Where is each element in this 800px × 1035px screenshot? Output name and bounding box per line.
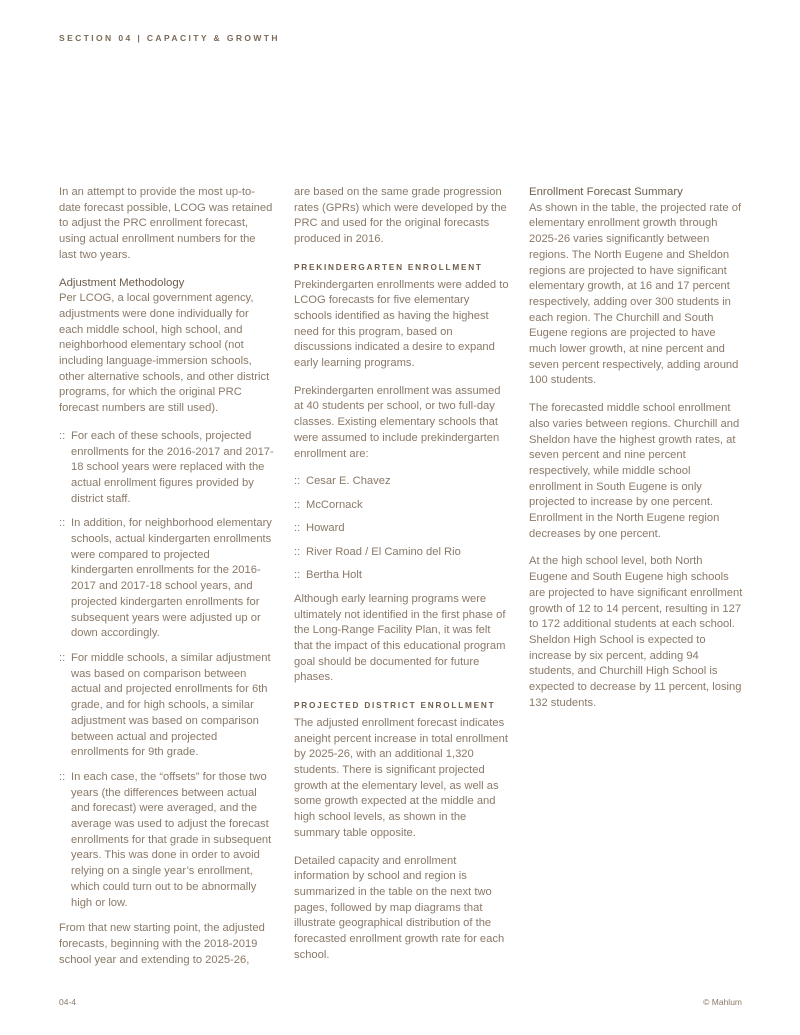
prek-paragraph-2: Prekindergarten enrollment was assumed at 40 students per school, or two full-day classes. Existing elementary schools that were assumed to include prekindergarten enrollment are: bbox=[294, 384, 501, 460]
adjustment-methodology-heading: Adjustment Methodology bbox=[59, 276, 185, 289]
summary-paragraph-1: As shown in the table, the projected rate of elementary enrollment growth through 2025-26 varies significantly between regions. The North Eugene and Sheldon regions are projected to have significant elementary growth, at 16 and 17 percent respectively, adding over 300 students in each region. The Churchill and South Eugene regions are projected to have much lower growth, at nine percent and seven percent respectively, adding around 100 students. bbox=[529, 201, 742, 387]
bullet-item: :: For middle schools, a similar adjustment was based on comparison between actual and projected enrollments for 6th grade, and for high schools, a similar adjustment was based on comparison between actual and projected enrollments for 9th grade. bbox=[59, 651, 274, 761]
projected-paragraph-2: Detailed capacity and enrollment information by school and region is summarized in the table on the next two pages, followed by map diagrams that illustrate geographical distribution of the forecasted enrollment growth rate for each school. bbox=[294, 854, 505, 961]
continuation-paragraph: are based on the same grade progression rates (GPRs) which were developed by the PRC and used for the original forecasts produced in 2016. bbox=[294, 186, 507, 246]
copyright-credit: © Mahlum bbox=[703, 997, 742, 1007]
school-list-item: :: Cesar E. Chavez bbox=[294, 474, 509, 490]
page-number: 04-4 bbox=[59, 997, 77, 1007]
methodology-paragraph: Per LCOG, a local government agency, adjustments were done individually for each middle school, high school, and neighborhood elementary school (not including language-immersion schools, other alternative schools, and other district programs, for which the original PRC forecast numbers are still used). bbox=[59, 292, 270, 415]
bullet-item: :: In addition, for neighborhood elementary schools, actual kindergarten enrollments were compared to projected kindergarten enrollments for the 2016-2017 and 2017-18 school years, and projected kindergarten enrollments for subsequent years were adjusted up or down accordingly. bbox=[59, 516, 274, 642]
school-list-item: :: Bertha Holt bbox=[294, 568, 509, 584]
intro-paragraph: In an attempt to provide the most up-to-date forecast possible, LCOG was retained to adjust the PRC enrollment forecast, using actual enrollment numbers for the last two years. bbox=[59, 186, 273, 261]
projected-enrollment-heading: PROJECTED DISTRICT ENROLLMENT bbox=[294, 701, 496, 711]
summary-paragraph-3: At the high school level, both North Eugene and South Eugene high schools are projected to have significant enrollment growth of 12 to 14 percent, resulting in 127 to 172 additional students at each school. Sheldon High School is expected to increase by six percent, adding 94 students, and Churchill High School is expected to decrease by 11 percent, losing 132 students. bbox=[529, 555, 743, 709]
column-left bbox=[59, 185, 274, 980]
methodology-bullet-list bbox=[59, 429, 274, 911]
projected-paragraph-1: The adjusted enrollment forecast indicates aneight percent increase in total enrollment by 2025-26, with an additional 1,320 students. There is significant projected growth at the elementary level, as well as some growth expected at the middle and high school levels, as shown in the summary table opposite. bbox=[294, 716, 508, 839]
summary-paragraph-2: The forecasted middle school enrollment also varies between regions. Churchill and Sheldon have the highest growth rates, at seven percent and nine percent respectively, while middle school enrollment in South Eugene is only projected to increase by one percent. Enrollment in the North Eugene region decreases by one percent. bbox=[529, 402, 740, 540]
school-list-item: :: Howard bbox=[294, 521, 509, 537]
prekindergarten-heading: PREKINDERGARTEN ENROLLMENT bbox=[294, 262, 483, 272]
section-header: SECTION 04 | CAPACITY & GROWTH bbox=[59, 33, 280, 43]
column-right bbox=[529, 185, 744, 724]
closing-paragraph: From that new starting point, the adjusted forecasts, beginning with the 2018-2019 school year and extending to 2025-26, bbox=[59, 922, 265, 966]
bullet-item: :: In each case, the “offsets” for those two years (the differences between actual and forecast) were averaged, and the average was used to adjust the forecast enrollments for that grade in subsequent years. This was done in order to avoid relying on a single year’s enrollment, which could turn out to be abnormally high or low. bbox=[59, 770, 274, 911]
prek-paragraph-3: Although early learning programs were ultimately not identified in the first phase of the Long-Range Facility Plan, it was felt that the impact of this educational program goal should be documented for future phases. bbox=[294, 592, 506, 684]
column-middle bbox=[294, 185, 509, 975]
school-list-item: :: River Road / El Camino del Rio bbox=[294, 545, 509, 561]
school-list-item: :: McCornack bbox=[294, 498, 509, 514]
enrollment-summary-heading: Enrollment Forecast Summary bbox=[529, 186, 683, 198]
prek-paragraph-1: Prekindergarten enrollments were added to LCOG forecasts for five elementary schools identified as having the highest need for this program, based on discussions indicated a desire to expand early learning programs. bbox=[294, 278, 509, 370]
prek-school-list bbox=[294, 474, 509, 584]
bullet-item: :: For each of these schools, projected enrollments for the 2016-2017 and 2017-18 school years were replaced with the actual enrollment figures provided by district staff. bbox=[59, 429, 274, 508]
